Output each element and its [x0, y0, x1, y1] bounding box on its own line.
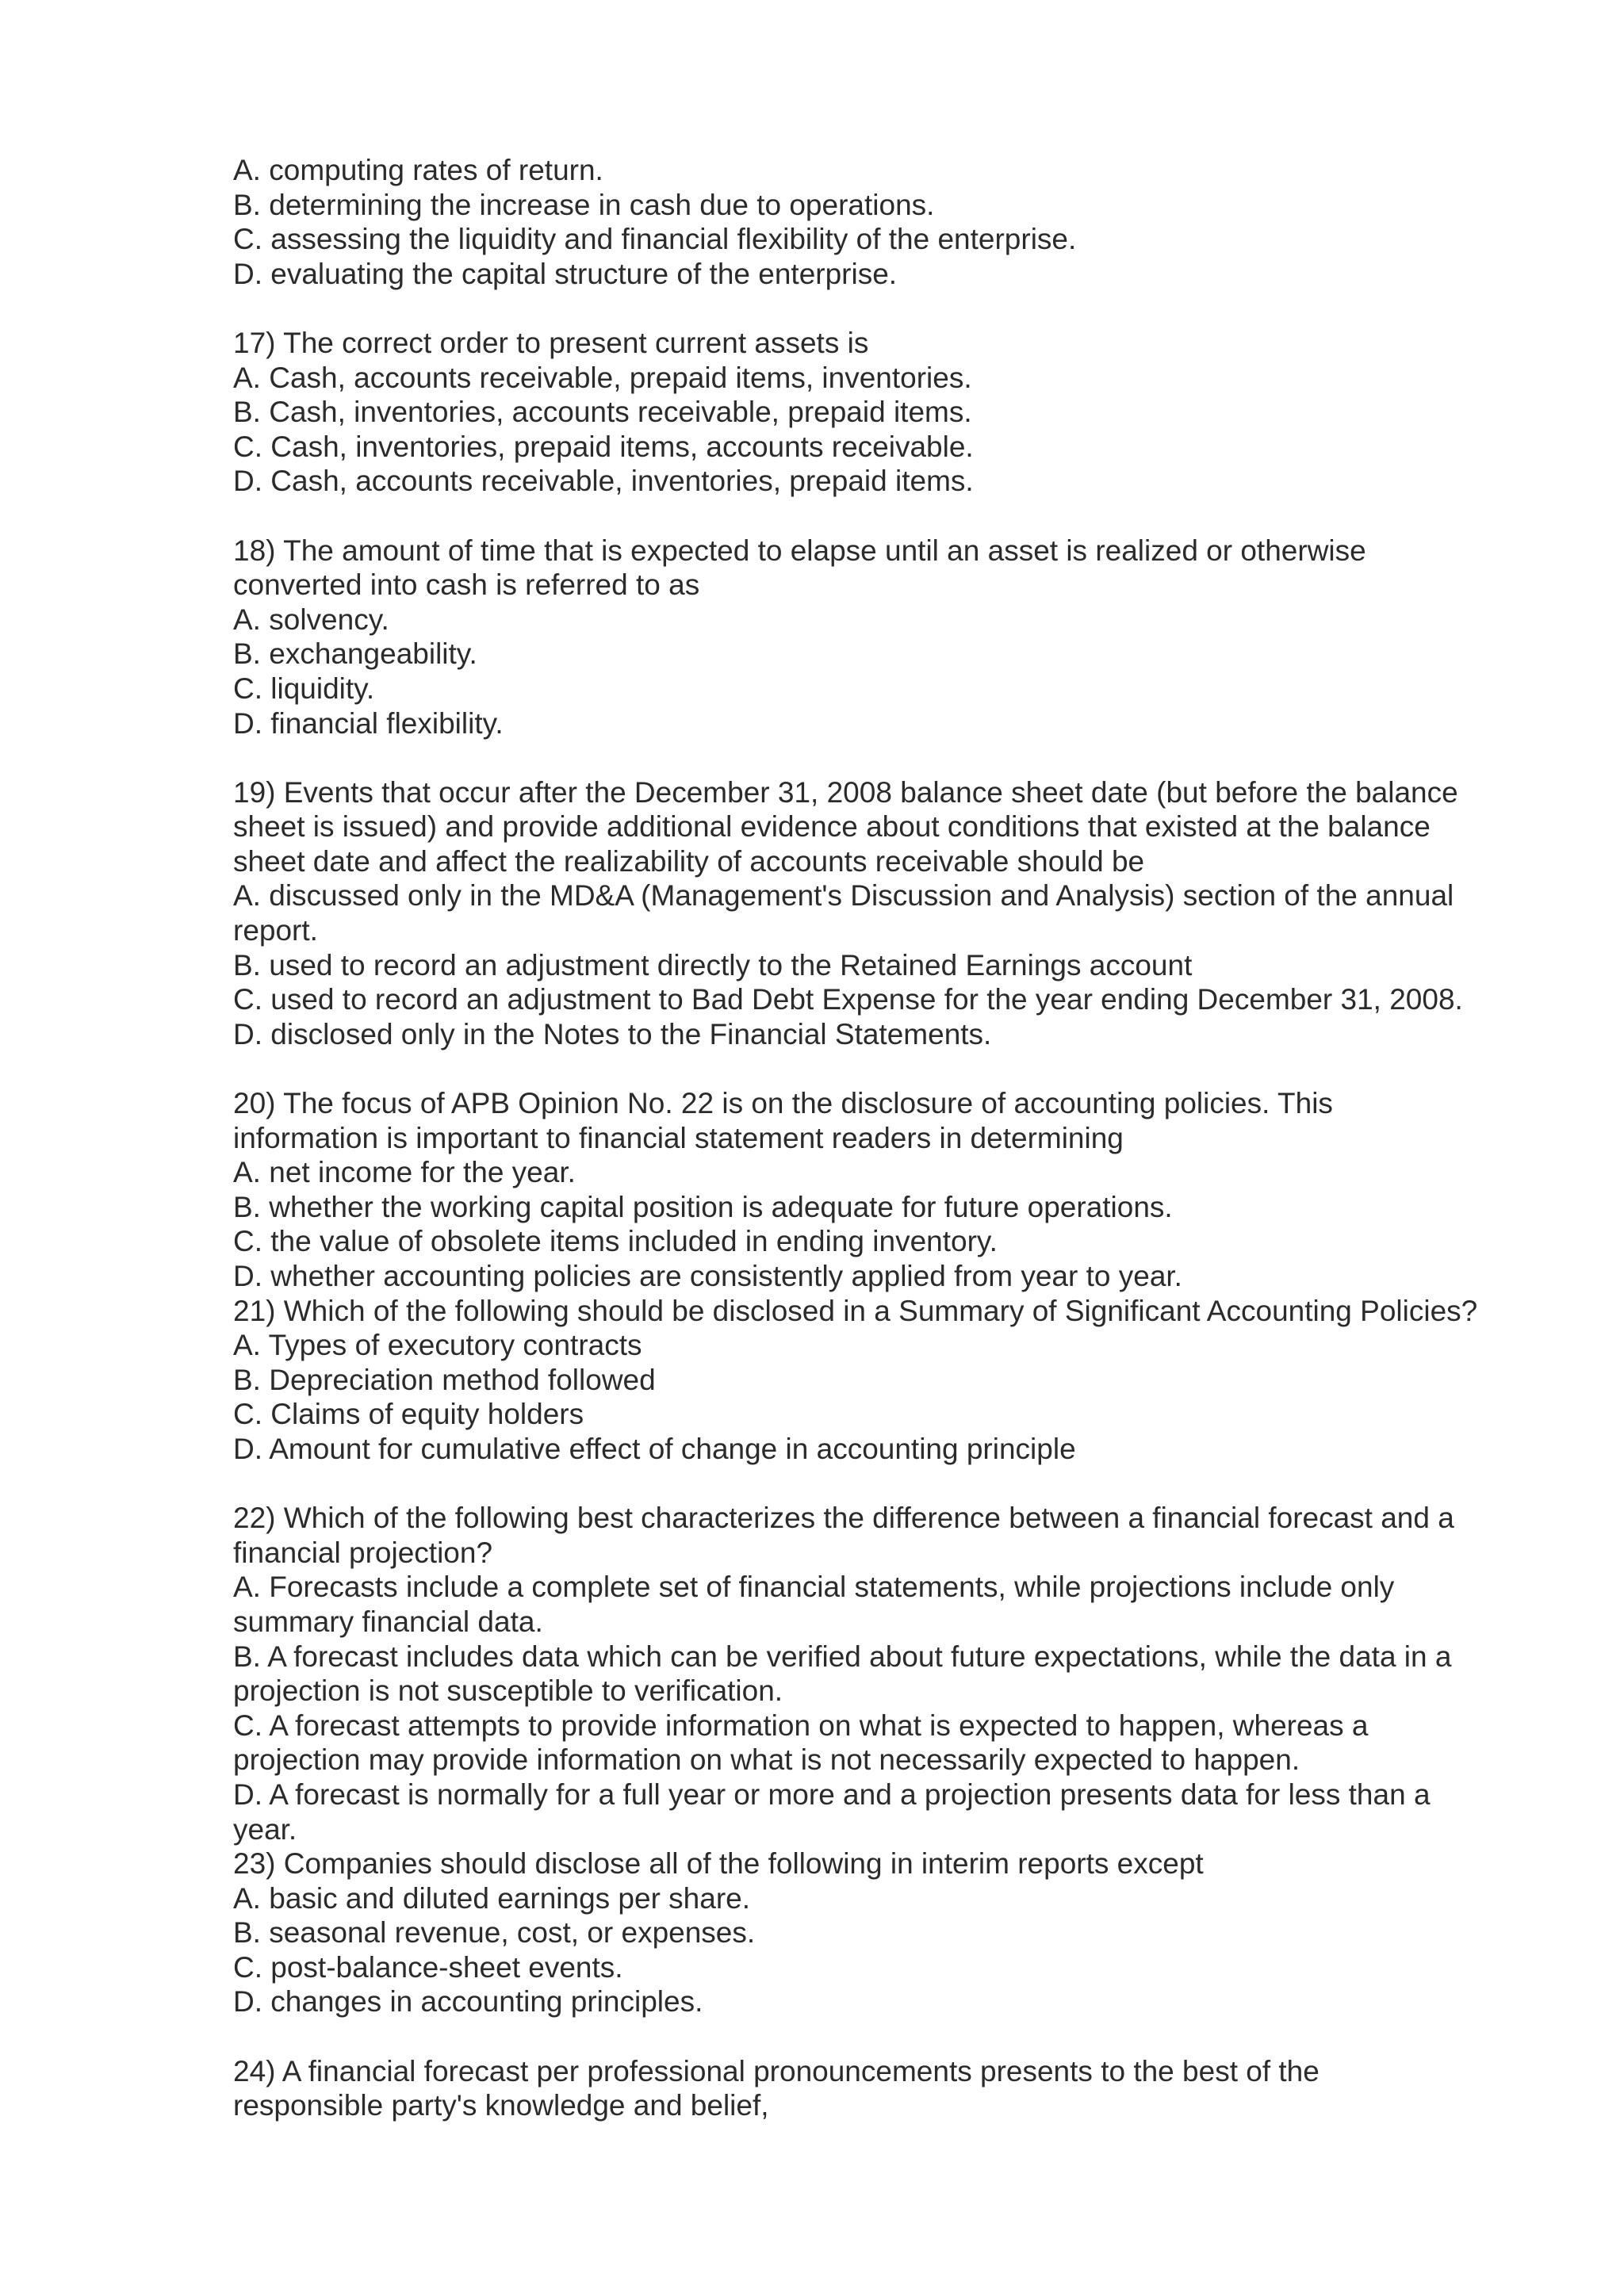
option-c: C. A forecast attempts to provide information on what is expected to happen, whereas a: [233, 1709, 1369, 1742]
question-20-text-continued: information is important to financial statement readers in determining: [233, 1121, 1124, 1154]
option-d: D. financial flexibility.: [233, 706, 504, 740]
document-text: [233, 153, 1565, 2123]
option-a-continued: report.: [233, 914, 318, 947]
question-16-options: [233, 153, 1565, 291]
questions-20-21: [233, 1086, 1565, 1467]
option-b-continued: projection is not susceptible to verification.: [233, 1674, 783, 1708]
question-text: 19) Events that occur after the December 31, 2008 balance sheet date (but before the balance: [233, 775, 1458, 809]
question-text: 24) A financial forecast per professional pronouncements presents to the best of the: [233, 2054, 1320, 2087]
option-c-continued: projection may provide information on what is not necessarily expected to happen.: [233, 1743, 1300, 1777]
question-22-text-continued: financial projection?: [233, 1536, 493, 1569]
option-a: A. net income for the year.: [233, 1156, 576, 1189]
option-b: B. determining the increase in cash due to operations.: [233, 188, 935, 221]
option-b: B. Cash, inventories, accounts receivable, prepaid items.: [233, 396, 972, 429]
option-a: A. Types of executory contracts: [233, 1329, 642, 1362]
question-20-text: 20) The focus of APB Opinion No. 22 is on the disclosure of accounting policies. This: [233, 1087, 1333, 1120]
option-b: B. A forecast includes data which can be verified about future expectations, while the data in a: [233, 1640, 1452, 1673]
option-d: D. evaluating the capital structure of the enterprise.: [233, 257, 898, 290]
option-d: D. Amount for cumulative effect of change in accounting principle: [233, 1432, 1076, 1465]
option-d: D. changes in accounting principles.: [233, 1985, 703, 2019]
option-a: A. solvency.: [233, 603, 389, 636]
option-b: B. Depreciation method followed: [233, 1363, 656, 1396]
question-21-text: 21) Which of the following should be disclosed in a Summary of Significant Accounting Policies?: [233, 1294, 1478, 1327]
option-c: C. liquidity.: [233, 672, 375, 705]
question-text-continued: sheet date and affect the realizability of accounts receivable should be: [233, 844, 1145, 878]
option-a: A. discussed only in the MD&A (Management's Discussion and Analysis) section of the annual: [233, 879, 1454, 913]
question-text-continued: sheet is issued) and provide additional evidence about conditions that existed at the balance: [233, 810, 1431, 844]
questions-22-23: [233, 1501, 1565, 2019]
option-d: D. whether accounting policies are consistently applied from year to year.: [233, 1260, 1182, 1292]
question-18: [233, 534, 1565, 741]
option-c: C. Claims of equity holders: [233, 1398, 584, 1431]
option-c: C. assessing the liquidity and financial flexibility of the enterprise.: [233, 223, 1077, 256]
option-a: A. Forecasts include a complete set of financial statements, while projections include only: [233, 1571, 1395, 1604]
question-text: 17) The correct order to present current assets is: [233, 326, 869, 359]
question-23-text: 23) Companies should disclose all of the following in interim reports except: [233, 1847, 1204, 1881]
option-d: D. A forecast is normally for a full year or more and a projection presents data for less than a: [233, 1777, 1431, 1811]
question-19: [233, 775, 1565, 1052]
option-a-continued: summary financial data.: [233, 1605, 543, 1638]
option-d-continued: year.: [233, 1812, 297, 1846]
option-c: C. Cash, inventories, prepaid items, accounts receivable.: [233, 430, 974, 463]
option-b: B. seasonal revenue, cost, or expenses.: [233, 1916, 756, 1950]
option-d: D. Cash, accounts receivable, inventories, prepaid items.: [233, 465, 974, 498]
option-b: B. whether the working capital position is adequate for future operations.: [233, 1190, 1173, 1223]
question-17: [233, 326, 1565, 499]
option-a: A. basic and diluted earnings per share.: [233, 1881, 751, 1915]
option-a: A. computing rates of return.: [233, 154, 603, 186]
option-b: B. used to record an adjustment directly to the Retained Earnings account: [233, 948, 1193, 982]
option-c: C. the value of obsolete items included in ending inventory.: [233, 1225, 998, 1258]
option-d: D. disclosed only in the Notes to the Financial Statements.: [233, 1017, 992, 1050]
question-text-continued: converted into cash is referred to as: [233, 568, 700, 602]
question-24: [233, 2054, 1565, 2123]
option-b: B. exchangeability.: [233, 637, 477, 671]
option-a: A. Cash, accounts receivable, prepaid items, inventories.: [233, 361, 972, 394]
option-c: C. used to record an adjustment to Bad Debt Expense for the year ending December 31, 2008.: [233, 983, 1463, 1016]
option-c: C. post-balance-sheet events.: [233, 1950, 623, 1984]
question-22-text: 22) Which of the following best characterizes the difference between a financial forecast and a: [233, 1502, 1454, 1535]
question-text: 18) The amount of time that is expected to elapse until an asset is realized or otherwise: [233, 534, 1366, 567]
question-text-continued: responsible party's knowledge and belief,: [233, 2089, 769, 2122]
